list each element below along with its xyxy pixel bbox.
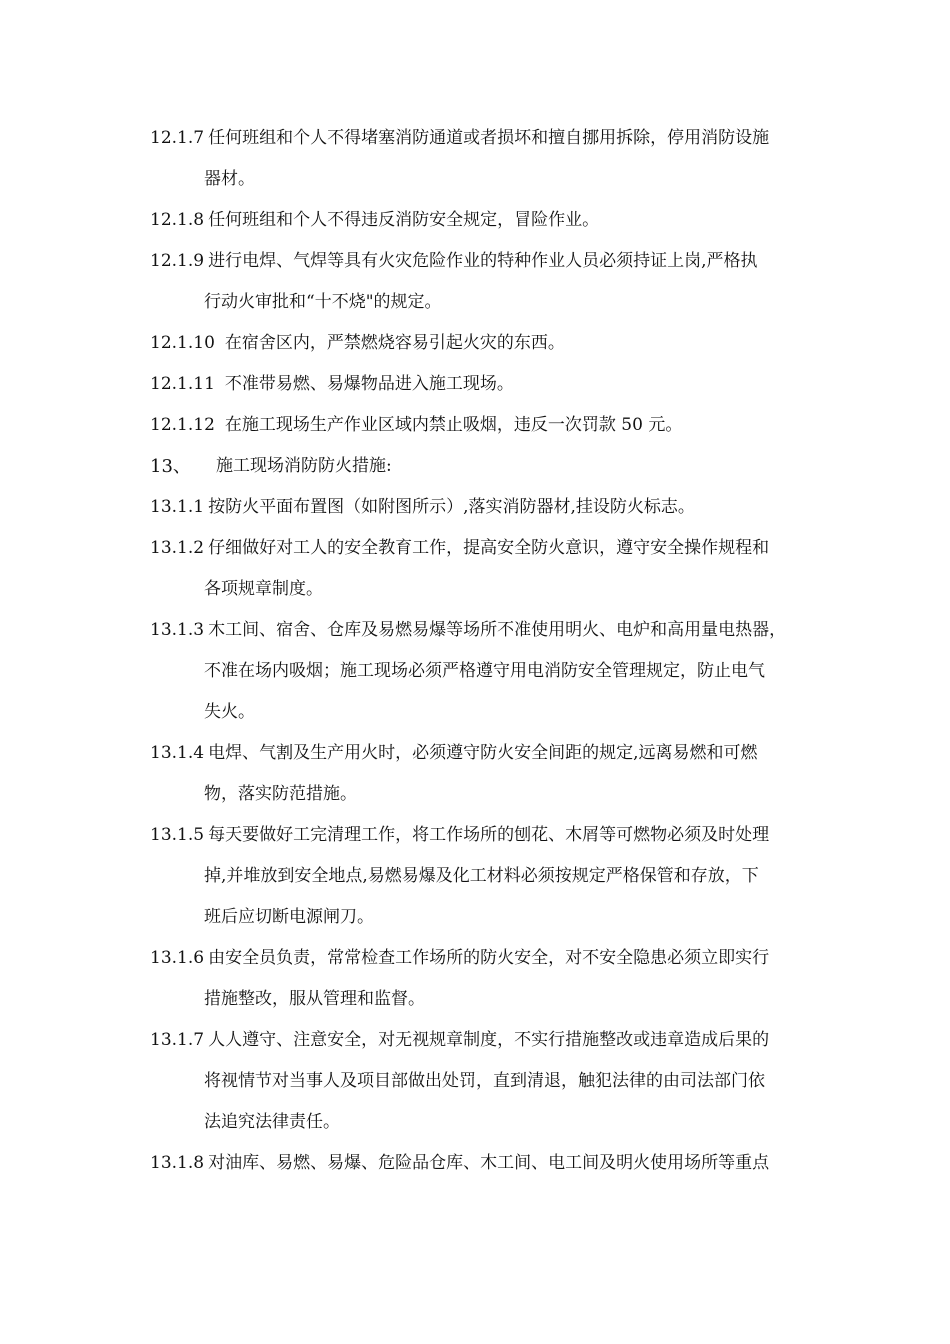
clause-text: 电焊、气割及生产用火时，必须遵守防火安全间距的规定,远离易燃和可燃 [208, 743, 758, 763]
clause-13-1-5 [150, 815, 850, 856]
clause-13-1-6 [150, 938, 850, 979]
clause-text-continued: 班后应切断电源闸刀。 [204, 907, 374, 927]
clause-number: 12.1.8 [150, 210, 205, 230]
clause-number: 13.1.8 [150, 1153, 205, 1173]
clause-text: 不准带易燃、易爆物品进入施工现场。 [224, 374, 514, 394]
clause-number: 12.1.7 [150, 128, 205, 148]
clause-text: 人人遵守、注意安全，对无视规章制度，不实行措施整改或违章造成后果的 [208, 1030, 770, 1050]
clause-text-continued: 不准在场内吸烟；施工现场必须严格遵守用电消防安全管理规定，防止电气 [204, 661, 765, 681]
section-title: 施工现场消防防火措施: [216, 456, 392, 476]
clause-text-continued: 失火。 [204, 702, 255, 722]
clause-text: 在宿舍区内，严禁燃烧容易引起火灾的东西。 [224, 333, 565, 353]
clause-number: 13.1.2 [150, 538, 205, 558]
clause-text: 木工间、宿舍、仓库及易燃易爆等场所不准使用明火、电炉和高用量电热器， [208, 620, 787, 640]
clause-13-1-3 [150, 610, 850, 651]
clause-text: 在施工现场生产作业区域内禁止吸烟，违反一次罚款 50 元。 [224, 415, 683, 435]
clause-text: 任何班组和个人不得堵塞消防通道或者损坏和擅自挪用拆除，停用消防设施 [208, 128, 770, 148]
clause-12-1-11 [150, 364, 850, 405]
clause-number: 13.1.6 [150, 948, 205, 968]
clause-text: 按防火平面布置图（如附图所示）,落实消防器材,挂设防火标志。 [208, 497, 695, 517]
clause-text-continued: 器材。 [204, 169, 255, 189]
clause-number: 12.1.10 [150, 333, 215, 353]
clause-number: 13.1.4 [150, 743, 205, 763]
clause-number: 12.1.11 [150, 374, 215, 394]
clause-13-1-1 [150, 487, 850, 528]
clause-12-1-7 [150, 118, 850, 159]
clause-text-continued: 各项规章制度。 [204, 579, 323, 599]
clause-text: 任何班组和个人不得违反消防安全规定，冒险作业。 [208, 210, 600, 230]
clause-12-1-12 [150, 405, 850, 446]
clause-number: 13.1.7 [150, 1030, 205, 1050]
section-number: 13、 [150, 456, 191, 477]
clause-13-1-2 [150, 528, 850, 569]
clause-number: 13.1.1 [150, 497, 205, 517]
clause-text-continued: 将视情节对当事人及项目部做出处罚，直到清退，触犯法律的由司法部门依 [204, 1071, 765, 1091]
clause-text: 对油库、易燃、易爆、危险品仓库、木工间、电工间及明火使用场所等重点 [208, 1153, 770, 1173]
clause-text-continued: 措施整改，服从管理和监督。 [204, 989, 425, 1009]
clause-12-1-9 [150, 241, 850, 282]
section-heading-13 [150, 446, 850, 487]
clause-text: 由安全员负责，常常检查工作场所的防火安全，对不安全隐患必须立即实行 [208, 948, 770, 968]
clause-13-1-4 [150, 733, 850, 774]
clause-text-continued: 法追究法律责任。 [204, 1112, 340, 1132]
clause-text: 进行电焊、气焊等具有火灾危险作业的特种作业人员必须持证上岗,严格执 [208, 251, 758, 271]
clause-13-1-8 [150, 1143, 850, 1184]
clause-number: 12.1.12 [150, 415, 215, 435]
clause-text: 仔细做好对工人的安全教育工作，提高安全防火意识，遵守安全操作规程和 [208, 538, 770, 558]
clause-12-1-8 [150, 200, 850, 241]
clause-number: 13.1.3 [150, 620, 205, 640]
clause-number: 13.1.5 [150, 825, 205, 845]
clause-text-continued: 行动火审批和“十不烧"的规定。 [204, 292, 442, 312]
clause-13-1-7 [150, 1020, 850, 1061]
clause-text-continued: 物，落实防范措施。 [204, 784, 357, 804]
clause-12-1-10 [150, 323, 850, 364]
clause-number: 12.1.9 [150, 251, 205, 271]
clause-text: 每天要做好工完清理工作，将工作场所的刨花、木屑等可燃物必须及时处理 [208, 825, 770, 845]
document-body [150, 118, 850, 1184]
clause-text-continued: 掉,并堆放到安全地点,易燃易爆及化工材料必须按规定严格保管和存放，下 [204, 866, 759, 886]
